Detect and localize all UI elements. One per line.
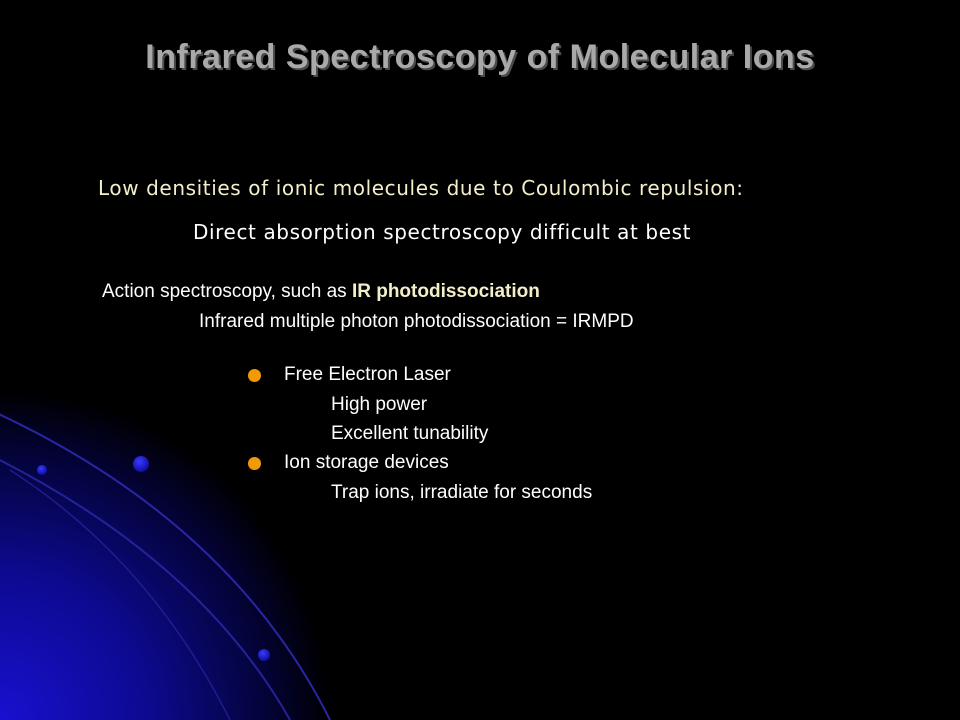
subitem-high-power: High power [331,394,428,415]
subitem-excellent-tunability: Excellent tunability [331,423,489,444]
blue-glow [0,380,340,720]
subitem-trap-ions: Trap ions, irradiate for seconds [331,482,593,503]
bullet-free-electron-laser: Free Electron Laser [284,364,451,385]
bullet-dot [248,457,261,470]
action-prefix: Action spectroscopy, such as [102,281,352,302]
action-highlight: IR photodissociation [351,281,540,302]
slide-title: Infrared Spectroscopy of Molecular Ions [145,38,815,76]
intro-line: Low densities of ionic molecules due to Coulombic repulsion: [98,176,744,200]
orb-dot-left [37,465,47,475]
action-spectroscopy-line [102,281,540,303]
intro-subline: Direct absorption spectroscopy difficult at best [193,220,692,244]
orb-dot-bottom [258,649,270,661]
bullet-dot [248,369,261,382]
bullet-ion-storage-devices: Ion storage devices [284,452,449,473]
irmpd-line: Infrared multiple photon photodissociation = IRMPD [199,311,634,332]
orb-dot-large [133,456,149,472]
